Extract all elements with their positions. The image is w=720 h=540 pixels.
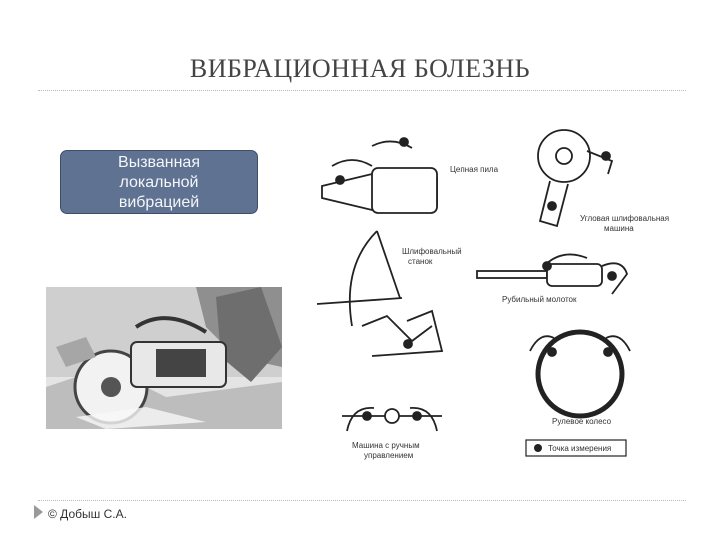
measurement-legend-label: Точка измерения — [548, 444, 612, 453]
caption-line-3: вибрацией — [118, 194, 200, 211]
title-divider — [38, 90, 686, 91]
chipping-hammer-label: Рубильный молоток — [502, 295, 577, 304]
hand-machine-label-2: управлением — [364, 451, 414, 460]
footer-triangle-icon — [34, 505, 43, 519]
caption-line-1: Вызванная — [118, 154, 200, 171]
hand-machine-label-1: Машина с ручным — [352, 441, 420, 450]
steering-wheel-label: Рулевое колесо — [552, 417, 612, 426]
grinding-machine-label-1: Шлифовальный — [402, 247, 462, 256]
chainsaw-figure — [322, 138, 437, 213]
hand-machine-figure — [342, 408, 442, 431]
chainsaw-label: Цепная пила — [450, 165, 499, 174]
grinding-machine-label-2: станок — [408, 257, 433, 266]
chipping-hammer-figure — [477, 254, 627, 294]
caption-line-2: локальной — [119, 174, 199, 191]
slide-title: ВИБРАЦИОННАЯ БОЛЕЗНЬ — [189, 54, 531, 83]
vibration-tools-diagram — [312, 126, 682, 466]
caption-box — [60, 150, 258, 214]
copyright-text: © Добыш С.А. — [48, 507, 127, 521]
cutoff-saw-photo — [46, 287, 282, 429]
angle-grinder-figure — [538, 130, 612, 226]
angle-grinder-label-2: машина — [604, 224, 634, 233]
steering-wheel-figure — [530, 332, 630, 416]
measurement-legend — [526, 440, 626, 456]
angle-grinder-label-1: Угловая шлифовальная — [580, 214, 670, 223]
footer-divider — [38, 500, 686, 501]
